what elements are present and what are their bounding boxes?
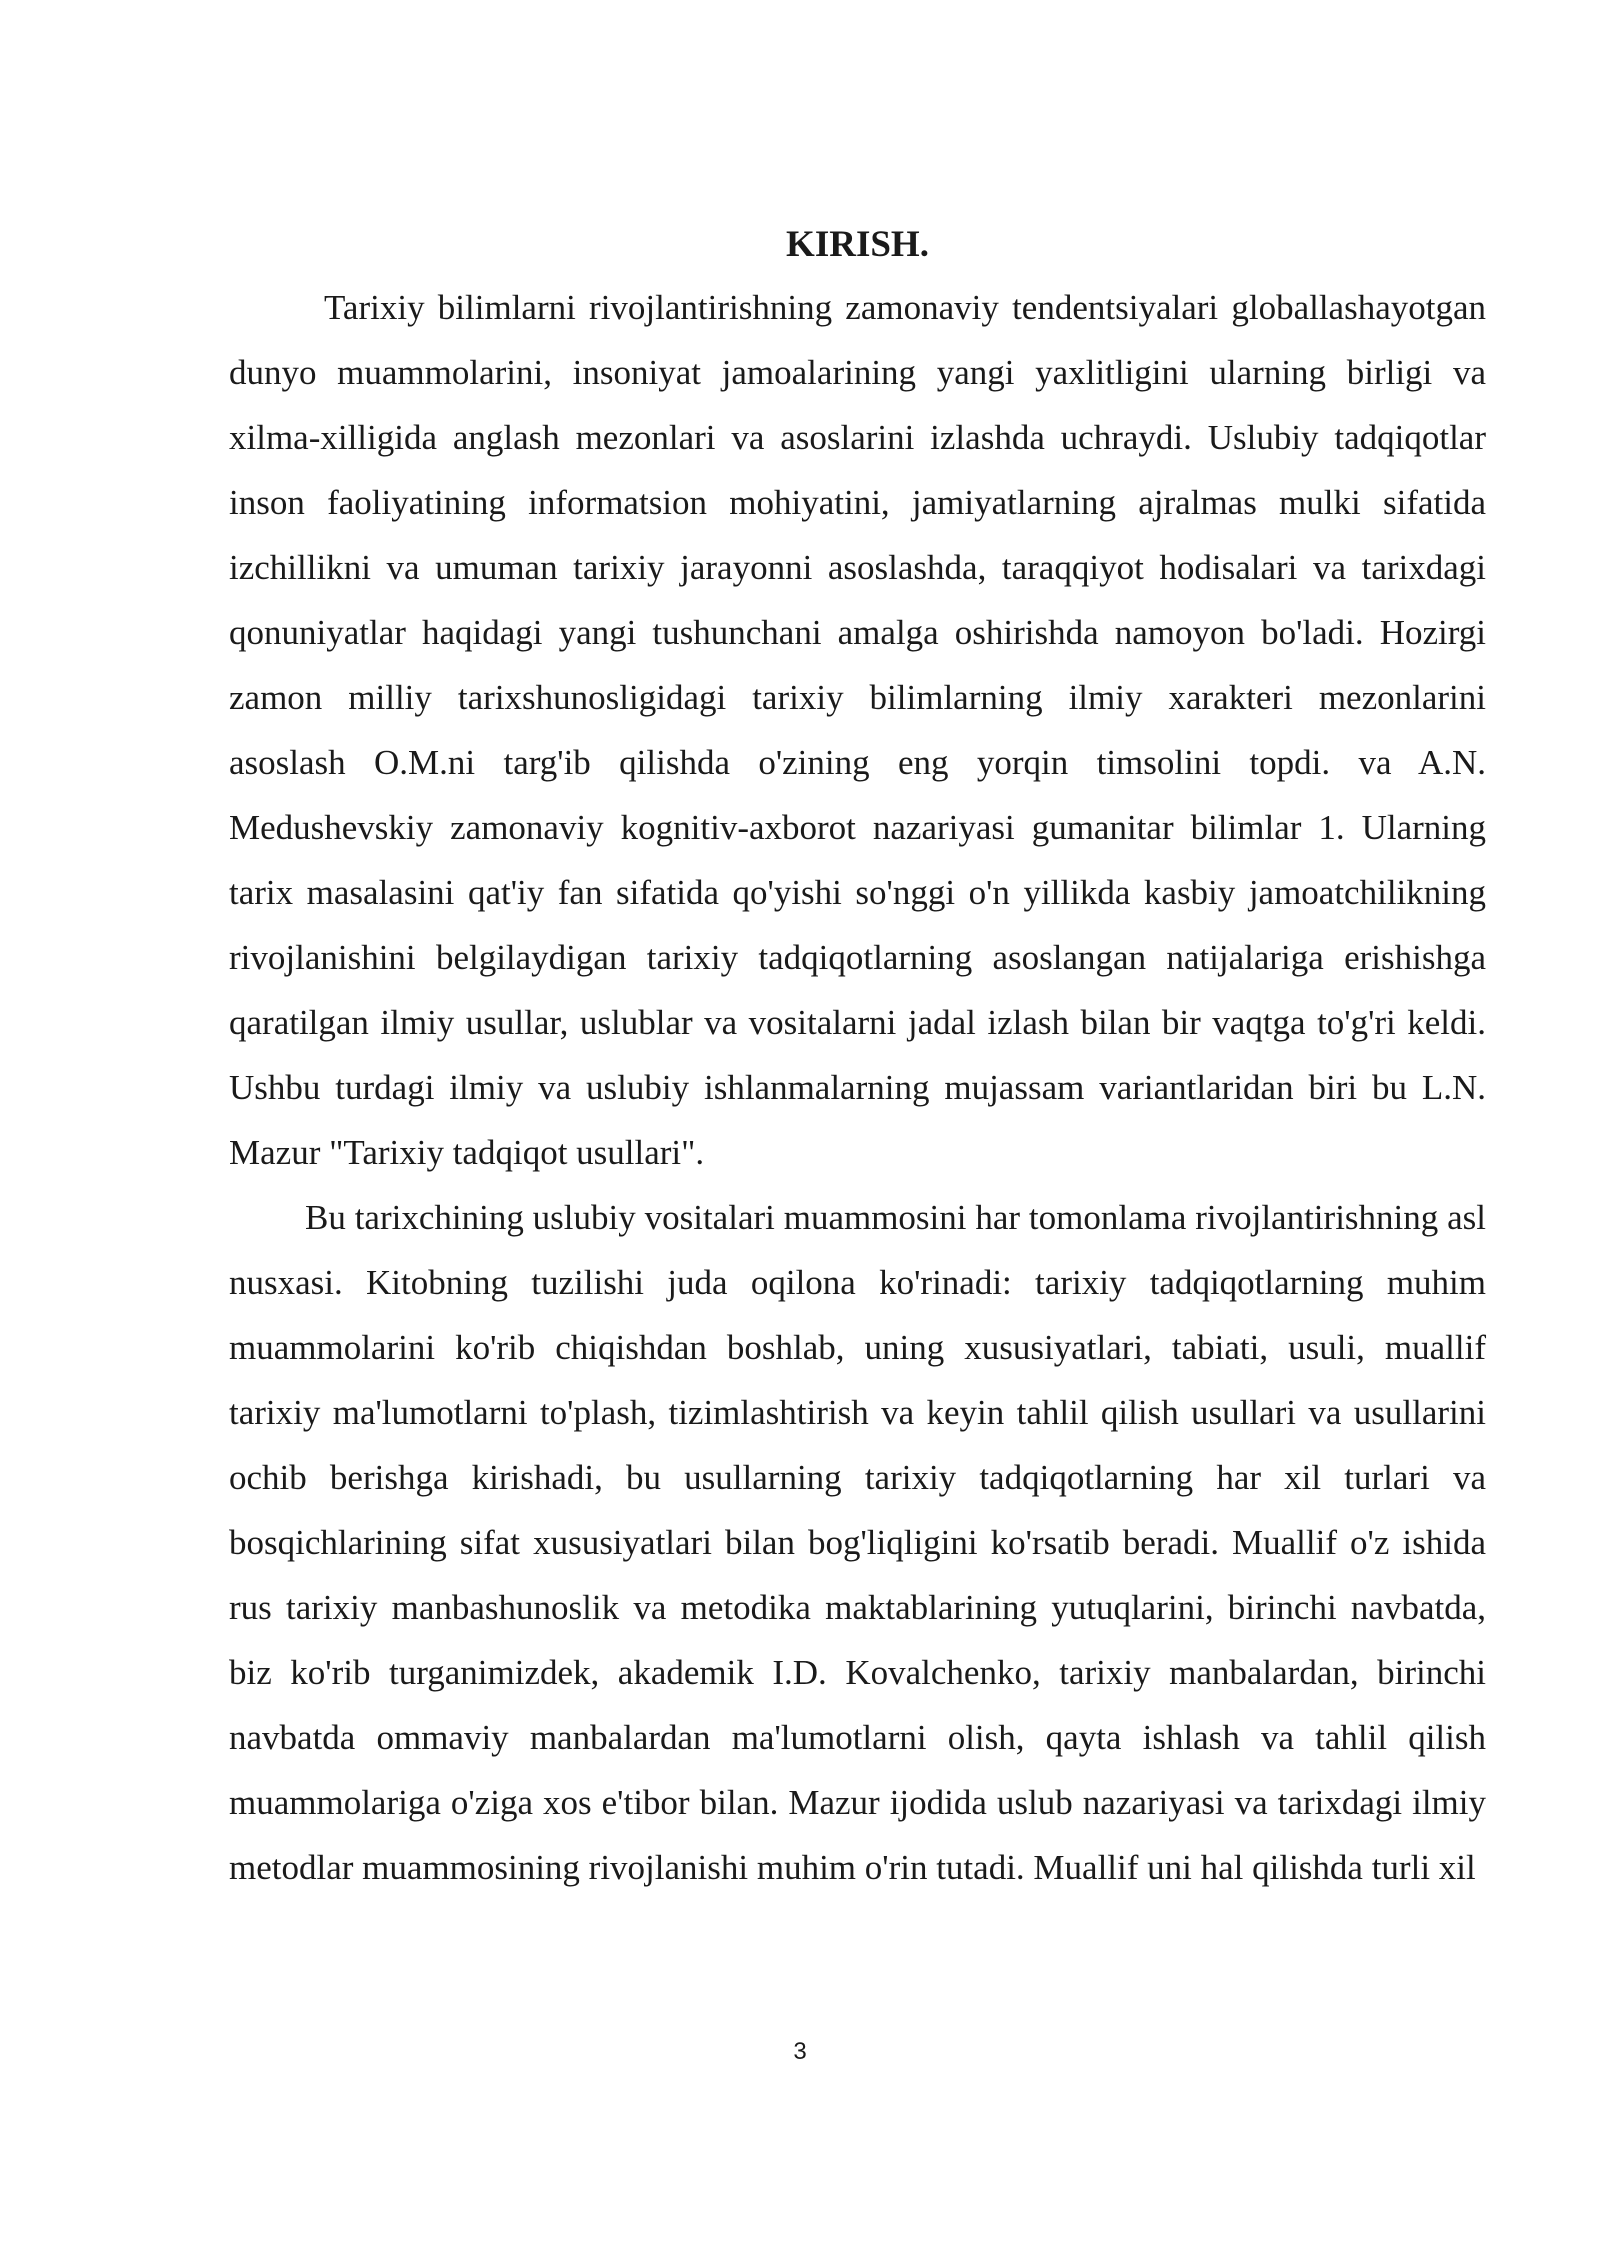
section-title: KIRISH. (786, 224, 929, 265)
page-number: 3 (793, 2038, 807, 2065)
document-body (229, 212, 1486, 1900)
paragraph-1: Tarixiy bilimlarni rivojlantirishning zamonaviy tendentsiyalari globallashayotgan dunyo muammolarini, insoniyat jamoalarining yangi yaxlitligini ularning birligi va xilma-xilligida anglash mezonlari va asoslarini izlashda uchraydi. Uslubiy tadqiqotlar inson faoliyatining informatsion mohiyatini, jamiyatlarning ajralmas mulki sifatida izchillikni va umuman tarixiy jarayonni asoslashda, taraqqiyot hodisalari va tarixdagi qonuniyatlar haqidagi yangi tushunchani amalga oshirishda namoyon bo'ladi. Hozirgi zamon milliy tarixshunosligidagi tarixiy bilimlarning ilmiy xarakteri mezonlarini asoslash O.M.ni targ'ib qilishda o'zining eng yorqin timsolini topdi. va A.N. Medushevskiy zamonaviy kognitiv-axborot nazariyasi gumanitar bilimlar 1. Ularning tarix masalasini qat'iy fan sifatida qo'yishi so'nggi o'n yillikda kasbiy jamoatchilikning rivojlanishini belgilaydigan tarixiy tadqiqotlarning asoslangan natijalariga erishishga qaratilgan ilmiy usullar, uslublar va vositalarni jadal izlash bilan bir vaqtga to'g'ri keldi. Ushbu turdagi ilmiy va uslubiy ishlanmalarning mujassam variantlaridan biri bu L.N. Mazur "Tarixiy tadqiqot usullari". (229, 288, 1486, 1172)
paragraph-2: Bu tarixchining uslubiy vositalari muammosini har tomonlama rivojlantirishning asl nusxasi. Kitobning tuzilishi juda oqilona ko'rinadi: tarixiy tadqiqotlarning muhim muammolarini ko'rib chiqishdan boshlab, uning xususiyatlari, tabiati, usuli, muallif tarixiy ma'lumotlarni to'plash, tizimlashtirish va keyin tahlil qilish usullari va usullarini ochib berishga kirishadi, bu usullarning tarixiy tadqiqotlarning har xil turlari va bosqichlarining sifat xususiyatlari bilan bog'liqligini ko'rsatib beradi. Muallif o'z ishida rus tarixiy manbashunoslik va metodika maktablarining yutuqlarini, birinchi navbatda, biz ko'rib turganimizdek, akademik I.D. Kovalchenko, tarixiy manbalardan, birinchi navbatda ommaviy manbalardan ma'lumotlarni olish, qayta ishlash va tahlil qilish muammolariga o'ziga xos e'tibor bilan. Mazur ijodida uslub nazariyasi va tarixdagi ilmiy metodlar muammosining rivojlanishi muhim o'rin tutadi. Muallif uni hal qilishda turli xil (229, 1198, 1486, 1887)
